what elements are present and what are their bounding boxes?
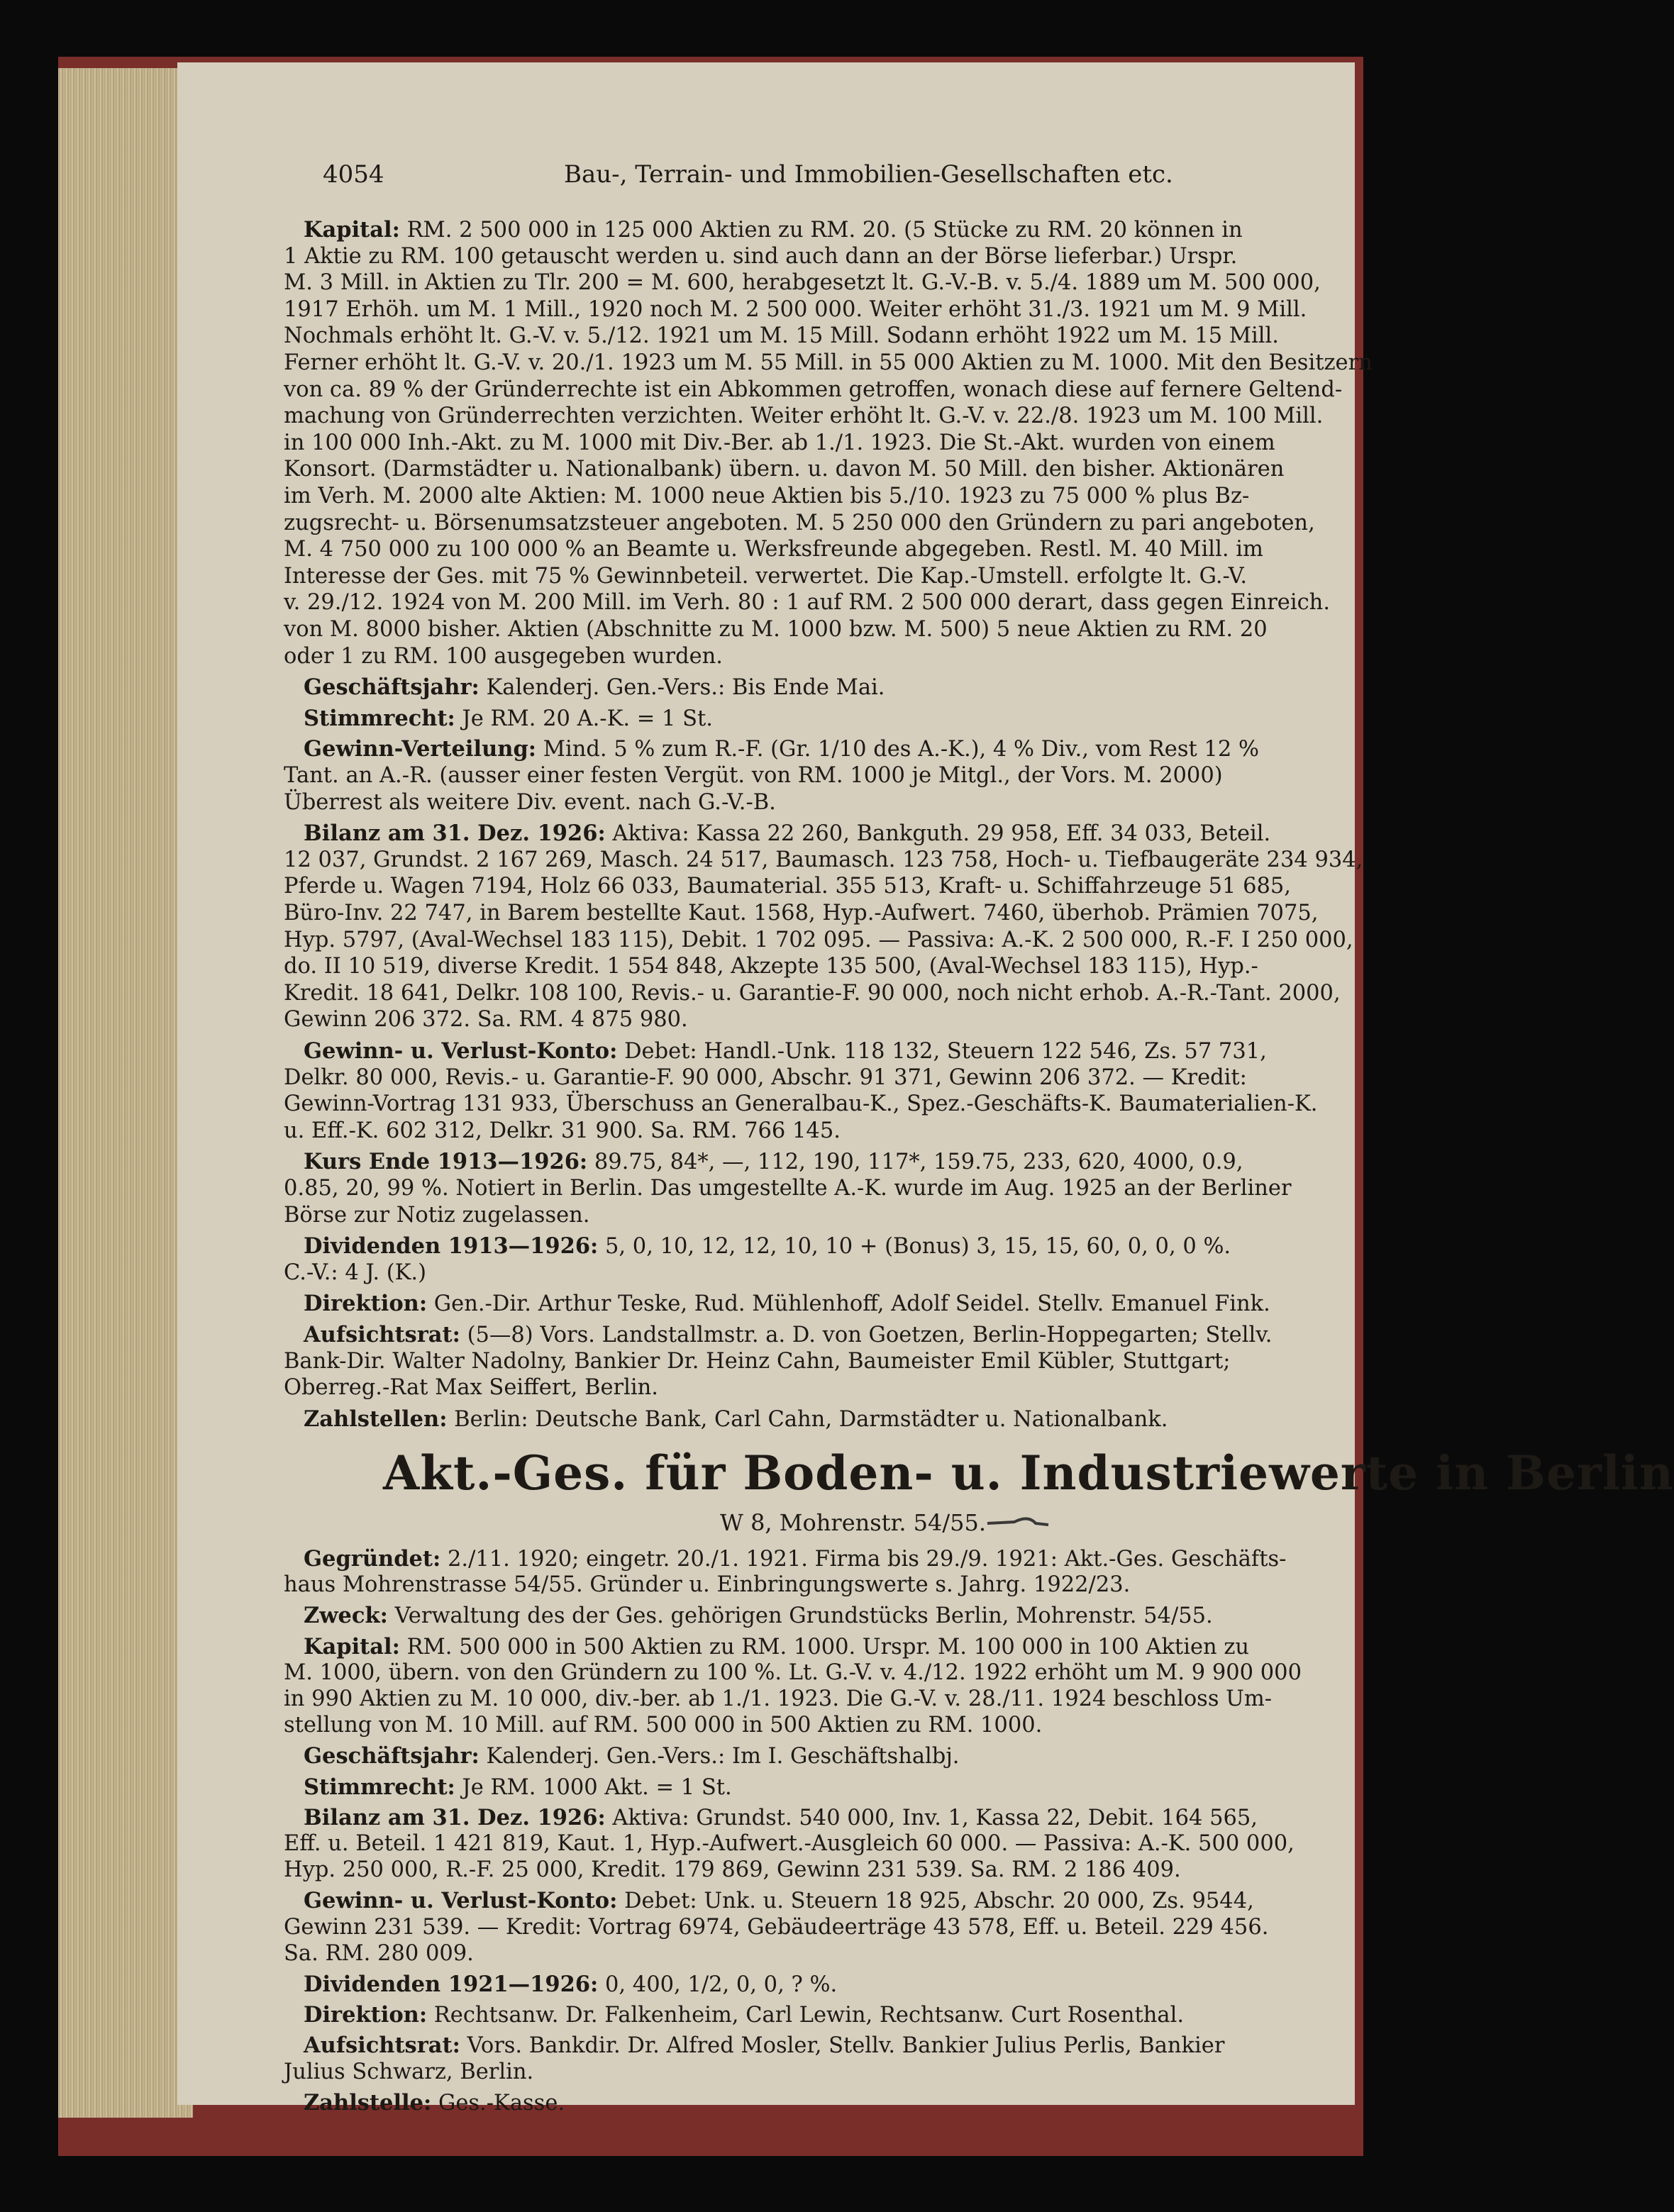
company1_lines-line [304, 1291, 1348, 1317]
entry-text: Hyp. 250 000, R.-F. 25 000, Kredit. 179 869, Gewinn 231 539. Sa. RM. 2 186 409. [284, 1857, 1181, 1883]
entry-label: Gewinn-Verteilung: [304, 736, 537, 762]
entry-label: Direktion: [304, 2002, 428, 2028]
company2_lines-line [304, 1888, 1348, 1914]
entry-label: Kapital: [304, 217, 400, 243]
entry-text: Verwaltung des der Ges. gehörigen Grundstücks Berlin, Mohrenstr. 54/55. [387, 1604, 1213, 1629]
page-number: 4054 [323, 160, 384, 189]
company2_lines-line [284, 1572, 1348, 1598]
company1_lines-line [284, 270, 1348, 296]
company1_lines-line [284, 644, 1348, 669]
company2_lines-line [284, 1713, 1348, 1738]
company1_lines-line [284, 981, 1348, 1006]
company1_lines-line [284, 244, 1348, 269]
entry-text: Kalenderj. Gen.-Vers.: Im I. Geschäftshalbj. [479, 1744, 960, 1769]
entry-text: Kalenderj. Gen.-Vers.: Bis Ende Mai. [479, 675, 885, 701]
entry-text: Ges.-Kasse. [431, 2090, 565, 2116]
entry-label: Zahlstellen: [304, 1406, 448, 1432]
entry-text: Gewinn 231 539. — Kredit: Vortrag 6974, Gebäudeerträge 43 578, Eff. u. Beteil. 229 456. [284, 1914, 1269, 1940]
entry-label: Geschäftsjahr: [304, 674, 480, 701]
entry-text: Mind. 5 % zum R.-F. (Gr. 1/10 des A.-K.), 4 % Div., vom Rest 12 % [536, 737, 1259, 762]
company2_lines-line [304, 1972, 1348, 1998]
entry-text: 2./11. 1920; eingetr. 20./1. 1921. Firma bis 29./9. 1921: Akt.-Ges. Geschäfts- [440, 1547, 1287, 1572]
company2_lines-line [304, 2033, 1348, 2059]
entry-label: Bilanz am 31. Dez. 1926: [304, 1804, 606, 1830]
company1_lines-line [304, 1038, 1348, 1065]
entry-text: zugsrecht- u. Börsenumsatzsteuer angeboten. M. 5 250 000 den Gründern zu pari angeboten, [284, 510, 1315, 535]
entry-text: Gen.-Dir. Arthur Teske, Rud. Mühlenhoff, Adolf Seidel. Stellv. Emanuel Fink. [427, 1291, 1270, 1317]
company1_lines-line [284, 457, 1348, 482]
entry-text: Eff. u. Beteil. 1 421 819, Kaut. 1, Hyp.-Aufwert.-Ausgleich 60 000. — Passiva: A.-K. 500 000, [284, 1831, 1295, 1856]
company2_lines-line [284, 1941, 1348, 1967]
company1_lines-line [284, 297, 1348, 323]
company1_lines-line [304, 736, 1348, 762]
company1_lines-line [304, 1233, 1348, 1260]
entry-text: Je RM. 20 A.-K. = 1 St. [455, 706, 713, 731]
company1_lines-line [284, 901, 1348, 926]
entry-label: Aufsichtsrat: [304, 1322, 460, 1347]
entry-text: M. 4 750 000 zu 100 000 % an Beamte u. Werksfreunde abgegeben. Restl. M. 40 Mill. im [284, 537, 1263, 562]
entry-text: Aktiva: Grundst. 540 000, Inv. 1, Kassa 22, Debit. 164 565, [605, 1805, 1258, 1830]
company1_lines-line [284, 484, 1348, 509]
entry-text: im Verh. M. 2000 alte Aktien: M. 1000 neue Aktien bis 5./10. 1923 zu 75 000 % plus Bz- [284, 484, 1250, 508]
company2_lines-line [284, 1660, 1348, 1686]
entry-text: 0, 400, 1/2, 0, 0, ? %. [598, 1972, 838, 1997]
entry-label: Dividenden 1913—1926: [304, 1233, 599, 1260]
entry-text: 12 037, Grundst. 2 167 269, Masch. 24 517, Baumasch. 123 758, Hoch- u. Tiefbaugeräte 234 934, [284, 847, 1363, 872]
entry-text: Berlin: Deutsche Bank, Carl Cahn, Darmstädter u. Nationalbank. [447, 1406, 1168, 1432]
entry-label: Stimmrecht: [304, 705, 455, 731]
company1_lines-line [284, 590, 1348, 616]
entry-text: oder 1 zu RM. 100 ausgegeben wurden. [284, 643, 723, 669]
entry-text: Delkr. 80 000, Revis.- u. Garantie-F. 90 000, Abschr. 91 371, Gewinn 206 372. — Kredit: [284, 1065, 1247, 1090]
page-edges [58, 68, 193, 2118]
entry-text: Aktiva: Kassa 22 260, Bankguth. 29 958, Eff. 34 033, Beteil. [605, 821, 1271, 847]
entry-text: Interesse der Ges. mit 75 % Gewinnbeteil. verwertet. Die Kap.-Umstell. erfolgte lt. G.-V. [284, 563, 1248, 589]
entry-text: v. 29./12. 1924 von M. 200 Mill. im Verh. 80 : 1 auf RM. 2 500 000 derart, dass gegen Einreich. [284, 590, 1331, 616]
entry-text: in 990 Aktien zu M. 10 000, div.-ber. ab 1./1. 1923. Die G.-V. v. 28./11. 1924 beschloss Um- [284, 1686, 1273, 1711]
entry-text: C.-V.: 4 J. (K.) [284, 1260, 427, 1285]
entry-text: M. 1000, übern. von den Gründern zu 100 %. Lt. G.-V. v. 4./12. 1922 erhöht um M. 9 900 000 [284, 1660, 1302, 1685]
entry-text: RM. 500 000 in 500 Aktien zu RM. 1000. Urspr. M. 100 000 in 100 Aktien zu [399, 1634, 1250, 1660]
entry-label: Gewinn- u. Verlust-Konto: [304, 1888, 618, 1914]
entry-text: von ca. 89 % der Gründerrechte ist ein Abkommen getroffen, wonach diese auf fernere Geltend- [284, 377, 1343, 402]
entry-text: Ferner erhöht lt. G.-V. v. 20./1. 1923 um M. 55 Mill. in 55 000 Aktien zu M. 1000. Mit den Besitzern [284, 350, 1373, 375]
entry-label: Aufsichtsrat: [304, 2033, 460, 2059]
company1_lines-line [284, 564, 1348, 589]
entry-text: Rechtsanw. Dr. Falkenheim, Carl Lewin, Rechtsanw. Curt Rosenthal. [427, 2003, 1185, 2028]
entry-text: machung von Gründerrechten verzichten. Weiter erhöht lt. G.-V. v. 22./8. 1923 um M. 100 Mill. [284, 404, 1324, 429]
entry-text: Konsort. (Darmstädter u. Nationalbank) übern. u. davon M. 50 Mill. den bisher. Aktionären [284, 457, 1285, 482]
company1_lines-line [284, 430, 1348, 456]
entry-label: Kapital: [304, 1633, 400, 1660]
entry-text: Börse zur Notiz zugelassen. [284, 1202, 590, 1228]
company1_lines-line [284, 954, 1348, 979]
company1_lines-line [284, 847, 1363, 873]
company2_lines-line [304, 1805, 1348, 1831]
company1_lines-line [284, 874, 1348, 899]
company1_lines-line [284, 537, 1348, 562]
company1_lines-line [284, 1118, 1348, 1144]
company1_lines-line [284, 763, 1348, 789]
entry-text: Hyp. 5797, (Aval-Wechsel 183 115), Debit. 1 702 095. — Passiva: A.-K. 2 500 000, R.-F. I 250 000, [284, 927, 1353, 952]
company1_lines-line [284, 511, 1348, 536]
company1_lines-line [284, 790, 1348, 816]
entry-text: Julius Schwarz, Berlin. [284, 2059, 534, 2084]
company1_lines-line [284, 1260, 1348, 1286]
entry-text: haus Mohrenstrasse 54/55. Gründer u. Einbringungswerte s. Jahrg. 1922/23. [284, 1572, 1131, 1598]
entry-text: Tant. an A.-R. (ausser einer festen Vergüt. von RM. 1000 je Mitgl., der Vors. M. 2000) [284, 763, 1223, 788]
company1_lines-line [284, 1375, 1348, 1401]
company1_lines-line [284, 377, 1348, 403]
entry-label: Gewinn- u. Verlust-Konto: [304, 1038, 618, 1064]
entry-label: Zweck: [304, 1603, 388, 1629]
entry-text: 5, 0, 10, 12, 12, 10, 10 + (Bonus) 3, 15, 15, 60, 0, 0, 0 %. [598, 1234, 1231, 1260]
entry-text: M. 3 Mill. in Aktien zu Tlr. 200 = M. 600, herabgesetzt lt. G.-V.-B. v. 5./4. 1889 um M. 500 000, [284, 270, 1321, 296]
entry-text: RM. 2 500 000 in 125 000 Aktien zu RM. 20. (5 Stücke zu RM. 20 können in [399, 218, 1243, 243]
company2_lines-line [284, 2060, 1348, 2085]
entry-text: do. II 10 519, diverse Kredit. 1 554 848, Akzepte 135 500, (Aval-Wechsel 183 115), Hyp.- [284, 954, 1258, 979]
entry-text: 89.75, 84*, —, 112, 190, 117*, 159.75, 233, 620, 4000, 0.9, [587, 1150, 1243, 1175]
company1_lines-line [284, 404, 1348, 429]
entry-text: u. Eff.-K. 602 312, Delkr. 31 900. Sa. RM. 766 145. [284, 1118, 841, 1143]
entry-text: Debet: Unk. u. Steuern 18 925, Abschr. 20 000, Zs. 9544, [617, 1889, 1254, 1914]
company1_lines-line [284, 927, 1353, 953]
entry-text: in 100 000 Inh.-Akt. zu M. 1000 mit Div.-Ber. ab 1./1. 1923. Die St.-Akt. wurden von einem [284, 430, 1275, 455]
company2_lines-line [284, 1831, 1348, 1857]
entry-text: Kredit. 18 641, Delkr. 108 100, Revis.- u. Garantie-F. 90 000, noch nicht erhob. A.-R.-Tant. 2000, [284, 980, 1341, 1006]
company1_lines-line [284, 323, 1348, 349]
document-page [177, 62, 1674, 2116]
company1_lines-line [284, 1065, 1348, 1091]
entry-label: Geschäftsjahr: [304, 1743, 480, 1769]
entry-text: Debet: Handl.-Unk. 118 132, Steuern 122 546, Zs. 57 731, [617, 1039, 1267, 1064]
entry-label: Dividenden 1921—1926: [304, 1972, 599, 1997]
entry-label: Gegründet: [304, 1546, 441, 1572]
company2_lines-line [284, 1686, 1348, 1712]
company2_lines-line [304, 1774, 1348, 1801]
company1_lines-line [304, 1149, 1348, 1175]
company2_lines-line [304, 1743, 1348, 1769]
entry-text: (5—8) Vors. Landstallmstr. a. D. von Goetzen, Berlin-Hoppegarten; Stellv. [460, 1323, 1273, 1347]
entry-text: Büro-Inv. 22 747, in Barem bestellte Kaut. 1568, Hyp.-Aufwert. 7460, überhob. Prämien 7075, [284, 901, 1319, 926]
entry-text: Gewinn 206 372. Sa. RM. 4 875 980. [284, 1007, 688, 1033]
entry-text: Überrest als weitere Div. event. nach G.-V.-B. [284, 789, 776, 815]
entry-text: Bank-Dir. Walter Nadolny, Bankier Dr. Heinz Cahn, Baumeister Emil Kübler, Stuttgart; [284, 1348, 1231, 1374]
entry-text: von M. 8000 bisher. Aktien (Abschnitte zu M. 1000 bzw. M. 500) 5 neue Aktien zu RM. 20 [284, 617, 1268, 642]
entry-text: Sa. RM. 280 009. [284, 1940, 474, 1966]
entry-text: stellung von M. 10 Mill. auf RM. 500 000 in 500 Aktien zu RM. 1000. [284, 1713, 1043, 1738]
entry-label: Kurs Ende 1913—1926: [304, 1149, 588, 1175]
company1_lines-line [304, 1322, 1348, 1348]
company1_lines-line [304, 674, 1348, 701]
ink-smudge-icon [986, 1515, 1050, 1529]
entry-text: Vors. Bankdir. Dr. Alfred Mosler, Stellv. Bankier Julius Perlis, Bankier [460, 2033, 1225, 2059]
entry-text: Oberreg.-Rat Max Seiffert, Berlin. [284, 1375, 658, 1401]
company1_lines-line [284, 1203, 1348, 1228]
company2_lines-line [304, 1634, 1348, 1660]
company2_lines-line [304, 1603, 1348, 1629]
entry-label: Zahlstelle: [304, 2089, 432, 2116]
entry-text: Gewinn-Vortrag 131 933, Überschuss an Generalbau-K., Spez.-Geschäfts-K. Baumaterialien-K. [284, 1091, 1318, 1117]
entry-text: 1917 Erhöh. um M. 1 Mill., 1920 noch M. 2 500 000. Weiter erhöht 31./3. 1921 um M. 9 Mill. [284, 296, 1307, 322]
company1_lines-line [304, 217, 1348, 243]
entry-text: Pferde u. Wagen 7194, Holz 66 033, Baumaterial. 355 513, Kraft- u. Schiffahrzeuge 51 685, [284, 874, 1291, 899]
company2_lines-line [284, 1915, 1348, 1940]
company2-title: Akt.-Ges. für Boden- u. Industriewerte in Berlin [383, 1445, 1674, 1501]
entry-label: Direktion: [304, 1291, 428, 1317]
entry-label: Stimmrecht: [304, 1774, 455, 1800]
company1_lines-line [304, 821, 1348, 847]
company2_lines-line [304, 1546, 1348, 1572]
entry-text: 0.85, 20, 99 %. Notiert in Berlin. Das umgestellte A.-K. wurde im Aug. 1925 an der Berliner [284, 1176, 1292, 1201]
entry-label: Bilanz am 31. Dez. 1926: [304, 821, 606, 847]
entry-text: Nochmals erhöht lt. G.-V. v. 5./12. 1921 um M. 15 Mill. Sodann erhöht 1922 um M. 15 Mill. [284, 323, 1279, 349]
entry-text: Je RM. 1000 Akt. = 1 St. [455, 1774, 732, 1800]
company1_lines-line [284, 1091, 1348, 1117]
company2-address: W 8, Mohrenstr. 54/55. [720, 1509, 987, 1536]
running-head: Bau-, Terrain- und Immobilien-Gesellschaften etc. [564, 160, 1173, 189]
company1_lines-line [284, 1007, 1348, 1033]
company2_lines-line [304, 2090, 1348, 2116]
company1_lines-line [284, 1176, 1348, 1201]
company2_lines-line [284, 1857, 1348, 1883]
company1_lines-line [284, 350, 1373, 376]
company1_lines-line [304, 1406, 1348, 1433]
company1_lines-line [304, 706, 1348, 732]
company1_lines-line [284, 1349, 1348, 1374]
entry-text: 1 Aktie zu RM. 100 getauscht werden u. sind auch dann an der Börse lieferbar.) Urspr. [284, 243, 1238, 269]
company2_lines-line [304, 2002, 1348, 2028]
company1_lines-line [284, 617, 1348, 643]
